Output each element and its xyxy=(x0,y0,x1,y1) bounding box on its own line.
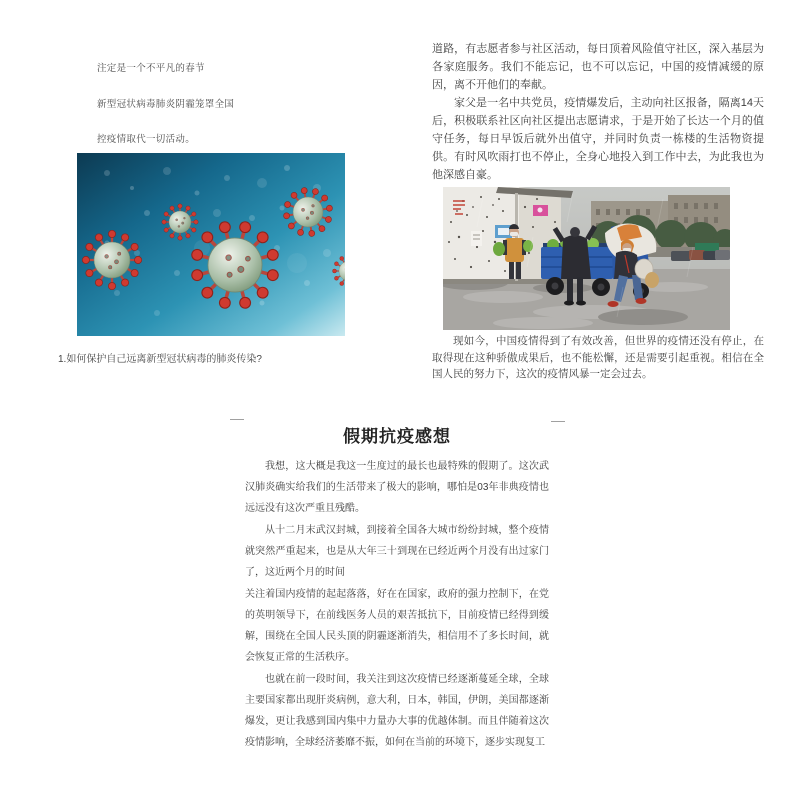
paragraph: 关注着国内疫情的起起落落，好在在国家，政府的强力控制下，在党的英明领导下，在前线医务人员的艰苦抵抗下，目前疫情已经得到缓解，围绕在全国人民头顶的阴霾逐渐消失，相信用不了多长时间，就会恢复正常的生活秩序。 xyxy=(245,589,549,663)
separator-dash-left: — xyxy=(230,410,244,426)
left-column-line: 注定是一个不平凡的春节 xyxy=(97,63,205,74)
left-column-line: 控疫情取代一切活动。 xyxy=(97,134,196,145)
separator-dash-right: — xyxy=(551,412,565,428)
paragraph: 家父是一名中共党员，疫情爆发后，主动向社区报备，隔离14天后，积极联系社区向社区提出志愿请求，于是开始了长达一个月的值守任务，每日早饭后就外出值守，并同时负责一栋楼的生活物资提供。有时风吹雨打也不停止，全身心地投入到工作中去，为此我也为他深感自豪。 xyxy=(432,97,764,181)
left-column-line: 新型冠状病毒肺炎阴霾笼罩全国 xyxy=(97,99,235,110)
paragraph: 现如今，中国疫情得到了有效改善，但世界的疫情还没有停止，在取得现在这种骄傲成果后，也不能松懈，还是需要引起重视。相信在全国人民的努力下，这次的疫情风暴一定会过去。 xyxy=(432,335,764,380)
essay-section xyxy=(245,422,549,754)
paragraph: 道路，有志愿者参与社区活动，每日顶着风险值守社区，深入基层为各家庭服务。我们不能忘记，也不可以忘记，中国的疫情减缓的原因，离不开他们的奉献。 xyxy=(432,43,764,91)
coronavirus-image xyxy=(77,153,345,336)
essay-title: 假期抗疫感想 xyxy=(343,427,451,446)
paragraph: 我想，这大概是我这一生度过的最长也最特殊的假期了。这次武汉肺炎确实给我们的生活带来了极大的影响，哪怕是03年非典疫情也远远没有这次严重且残酷。 xyxy=(245,461,549,514)
volunteer-photo xyxy=(443,187,730,330)
right-column xyxy=(432,40,764,383)
paragraph: 从十二月末武汉封城，到接着全国各大城市纷纷封城，整个疫情就突然严重起来，也是从大年三十到现在已经近两个月没有出过家门了，这近两个月的时间 xyxy=(245,525,549,578)
image-caption: 1.如何保护自己远离新型冠状病毒的肺炎传染? xyxy=(58,354,262,365)
paragraph: 也就在前一段时间，我关注到这次疫情已经逐渐蔓延全球，全球主要国家都出现肝炎病例，意大利，日本，韩国，伊朗，美国都逐渐爆发，更让我感到国内集中力量办大事的优越体制。而且伴随着这次疫情影响，全球经济萎靡不振，如何在当前的环境下，逐步实现复工 xyxy=(245,674,549,748)
